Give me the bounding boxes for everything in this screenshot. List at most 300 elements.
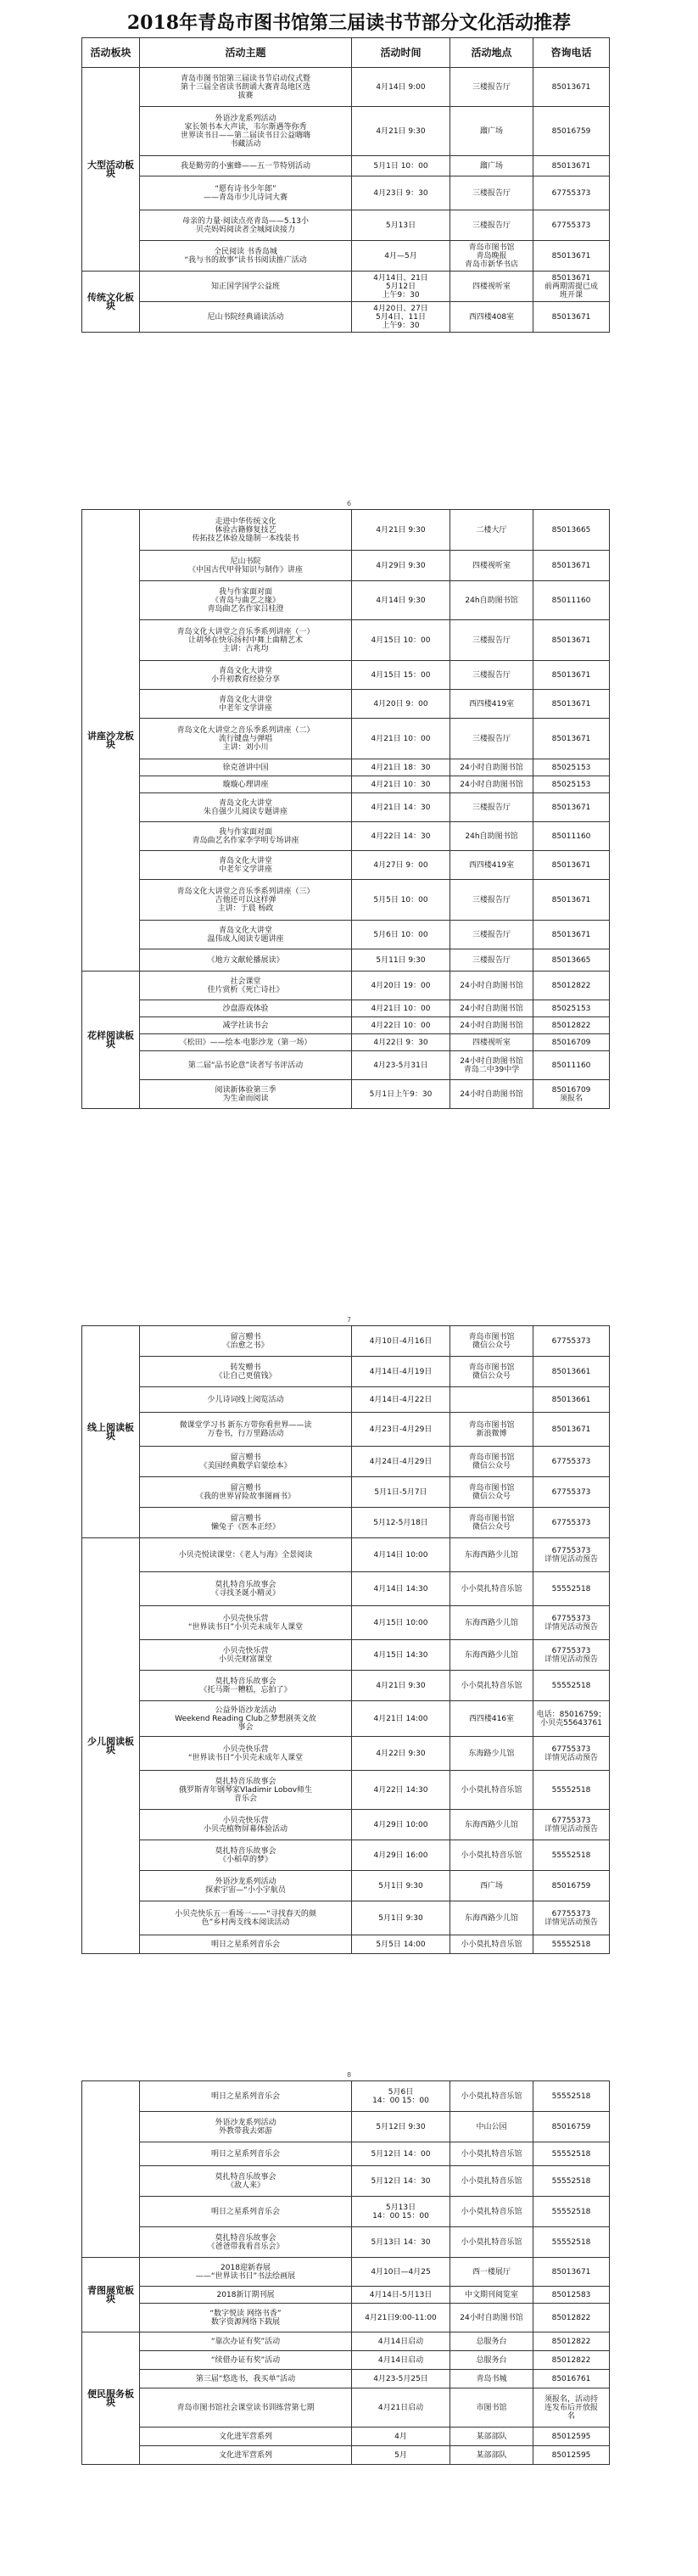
phone-cell: 67755373 详情见活动预告 (533, 1901, 610, 1935)
table-row (82, 1080, 610, 1109)
time-cell: 4月21日 9:30 (352, 510, 450, 551)
phone-cell: 85013671 (533, 620, 610, 661)
activity-table-part-3 (81, 1325, 610, 1954)
time-cell: 4月—5月 (352, 241, 450, 272)
place-cell: 四楼视听室 (450, 272, 533, 302)
place-cell: 24小时自助图书馆 (450, 759, 533, 776)
table-row (82, 2428, 610, 2446)
time-cell: 4月22日 9:30 (352, 1737, 450, 1771)
table-row (82, 1701, 610, 1737)
phone-cell: 55552518 (533, 1771, 610, 1810)
place-cell: 小小莫扎特音乐馆 (450, 1771, 533, 1810)
time-cell: 4月29日 10:00 (352, 1810, 450, 1840)
header-theme: 活动主题 (140, 38, 352, 68)
table-row (82, 2370, 610, 2388)
time-cell: 5月13日 14：00 15：00 (352, 2197, 450, 2227)
time-cell: 4月22日 14:30 (352, 1771, 450, 1810)
place-cell: 青岛市图书馆 新浪微博 (450, 1413, 533, 1447)
time-cell: 4月21日 10：30 (352, 776, 450, 793)
place-cell: 总服务台 (450, 2332, 533, 2351)
phone-cell: 85016709 (533, 1034, 610, 1051)
phone-cell: 85013665 (533, 949, 610, 972)
phone-cell: 67755373 (533, 1477, 610, 1508)
phone-cell: 85013671 前两期需提已成 班开课 (533, 272, 610, 302)
table-row (82, 2304, 610, 2332)
place-cell: 小小莫扎特音乐馆 (450, 2081, 533, 2112)
time-cell: 4月21日 14：30 (352, 793, 450, 822)
theme-cell: 微课堂学习书 新东方带你看世界——读 万卷书，行万里路活动 (140, 1413, 352, 1447)
category-cell: 便民服务板块 (82, 2332, 140, 2465)
time-cell: 4月21日启动 (352, 2388, 450, 2428)
time-cell: 5月6日 10：00 (352, 921, 450, 949)
time-cell: 4月22日 10：00 (352, 1017, 450, 1034)
place-cell: 东海路少儿馆 (450, 1737, 533, 1771)
table-row (82, 1447, 610, 1477)
table-row (82, 1771, 610, 1810)
table-row (82, 1572, 610, 1606)
activity-table-part-4 (81, 2080, 610, 2465)
theme-cell: 我是勤劳的小蜜蜂——五一节特别活动 (140, 156, 352, 176)
time-cell: 5月12日 9:30 (352, 2112, 450, 2142)
theme-cell: 青岛文化大讲堂 温伟成人阅读专题讲座 (140, 921, 352, 949)
table-row (82, 176, 610, 210)
theme-cell: 璇璇心理讲座 (140, 776, 352, 793)
phone-cell: 85025153 (533, 776, 610, 793)
place-cell: 小小莫扎特音乐馆 (450, 1671, 533, 1701)
theme-cell: 青岛市图书馆社会课堂读书训练营第七期 (140, 2388, 352, 2428)
theme-cell: 阅读新体验第三季 为生命而阅读 (140, 1080, 352, 1109)
theme-cell: 文化进军营系列 (140, 2428, 352, 2446)
place-cell: 青岛市图书馆 青岛晚报 青岛市新华书店 (450, 241, 533, 272)
phone-cell: 85011160 (533, 822, 610, 851)
activity-table-part-1 (81, 37, 610, 333)
place-cell: 青岛市图书馆 微信公众号 (450, 1508, 533, 1538)
phone-cell: 85013671 (533, 921, 610, 949)
time-cell: 4月23-5月31日 (352, 1051, 450, 1080)
table-row (82, 620, 610, 661)
time-cell: 4月22日 9：30 (352, 1034, 450, 1051)
theme-cell: 《地方文献轮播展读》 (140, 949, 352, 972)
table-row (82, 1357, 610, 1387)
category-cell: 花样阅读板块 (82, 972, 140, 1109)
time-cell: 5月13日 (352, 210, 450, 241)
theme-cell: 留言赠书 《治愈之书》 (140, 1326, 352, 1357)
time-cell: 5月11日 9:30 (352, 949, 450, 972)
place-cell: 二楼大厅 (450, 510, 533, 551)
table-row (82, 1477, 610, 1508)
place-cell: 东海西路少儿馆 (450, 1640, 533, 1671)
phone-cell: 85013671 (533, 1413, 610, 1447)
time-cell: 4月21日 10：00 (352, 719, 450, 759)
header-phone: 咨询电话 (533, 38, 610, 68)
phone-cell: 67755373 详情见活动预告 (533, 1606, 610, 1640)
table-row (82, 949, 610, 972)
place-cell: 三楼报告厅 (450, 68, 533, 107)
place-cell: 24小时自助图书馆 青岛二中39中学 (450, 1051, 533, 1080)
theme-cell: “数字悦读 网络书香” 数字资源网络下载展 (140, 2304, 352, 2332)
place-cell: 24h自助图书馆 (450, 822, 533, 851)
time-cell: 4月14日-4月22日 (352, 1387, 450, 1413)
theme-cell: 走进中华传统文化 体验古籍修复技艺 传拓技艺体验及缝制一本线装书 (140, 510, 352, 551)
place-cell: 青岛书城 (450, 2370, 533, 2388)
phone-cell: 85012595 (533, 2428, 610, 2446)
theme-cell: 莫扎特音乐故事会 《寻找圣诞小精灵》 (140, 1572, 352, 1606)
page-number: 7 (346, 1316, 352, 1324)
time-cell: 4月15日 10：00 (352, 620, 450, 661)
page-number: 8 (346, 2071, 352, 2079)
place-cell: 三楼报告厅 (450, 949, 533, 972)
place-cell: 青岛市图书馆 微信公众号 (450, 1326, 533, 1357)
place-cell: 小小莫扎特音乐馆 (450, 2227, 533, 2258)
place-cell: 小小莫扎特音乐馆 (450, 1572, 533, 1606)
theme-cell: 莫扎特音乐故事会 《小稻草的梦》 (140, 1840, 352, 1871)
phone-cell: 55552518 (533, 2081, 610, 2112)
time-cell: 4月14日 9:30 (352, 581, 450, 620)
place-cell: 24小时自助图书馆 (450, 1000, 533, 1017)
theme-cell: 知正国学国学公益班 (140, 272, 352, 302)
table-row (82, 690, 610, 719)
category-cell: 传统文化板块 (82, 272, 140, 333)
theme-cell: 青岛文化大讲堂之音乐季系列讲座（一） 让胡琴在快乐扬村中舞上曲精艺术 主讲：古兆均 (140, 620, 352, 661)
time-cell: 4月20日 19：00 (352, 972, 450, 1000)
table-row (82, 1901, 610, 1935)
table-row (82, 1671, 610, 1701)
table-row (82, 2351, 610, 2370)
time-cell: 4月29日 16:00 (352, 1840, 450, 1871)
phone-cell: 85016709 须报名 (533, 1080, 610, 1109)
table-row (82, 851, 610, 880)
theme-cell: 沙盘游戏体验 (140, 1000, 352, 1017)
header-time: 活动时间 (352, 38, 450, 68)
theme-cell: 母亲的力量·阅读点亮青岛——5.13小 贝壳妈妈阅读者全城阅读接力 (140, 210, 352, 241)
table-row (82, 581, 610, 620)
theme-cell: 青岛文化大讲堂之音乐季系列讲座（三） 吉他还可以这样弹 主讲：于晨 杨政 (140, 880, 352, 921)
place-cell: 三楼报告厅 (450, 620, 533, 661)
table-row (82, 2112, 610, 2142)
phone-cell: 85013671 (533, 68, 610, 107)
theme-cell: 2018迎新春展 ——“世界读书日”书法绘画展 (140, 2258, 352, 2287)
phone-cell: 55552518 (533, 2166, 610, 2197)
theme-cell: 少儿诗词线上阅览活动 (140, 1387, 352, 1413)
table-row (82, 776, 610, 793)
place-cell: 三楼报告厅 (450, 210, 533, 241)
theme-cell: 小贝壳快乐营 “世界读书日”小贝壳未成年人课堂 (140, 1737, 352, 1771)
place-cell: 蹓广场 (450, 107, 533, 156)
place-cell: 市图书馆 (450, 2388, 533, 2428)
theme-cell: 我与作家面对面 《青岛与曲艺之缘》 青岛曲艺名作家吕桂澄 (140, 581, 352, 620)
time-cell: 5月 (352, 2446, 450, 2465)
theme-cell: 小贝壳快乐营 小贝壳植物屏幕体验活动 (140, 1810, 352, 1840)
category-cell: 少儿阅读板块 (82, 1538, 140, 1954)
time-cell: 4月 (352, 2428, 450, 2446)
time-cell: 4月20日 9：00 (352, 690, 450, 719)
theme-cell: 留言赠书 《我的世界冒险故事图画书》 (140, 1477, 352, 1508)
time-cell: 4月21日 9:30 (352, 107, 450, 156)
table-row (82, 1413, 610, 1447)
theme-cell: 小贝壳快乐营 小贝壳财富课堂 (140, 1640, 352, 1671)
time-cell: 5月5日 10：00 (352, 880, 450, 921)
place-cell: 三楼报告厅 (450, 880, 533, 921)
place-cell: 三楼报告厅 (450, 921, 533, 949)
place-cell: 小小莫扎特音乐馆 (450, 2166, 533, 2197)
time-cell: 4月14日-5月13日 (352, 2287, 450, 2304)
table-row (82, 156, 610, 176)
table-row (82, 1538, 610, 1572)
place-cell: 小小莫扎特音乐馆 (450, 2197, 533, 2227)
phone-cell: 85012822 (533, 2332, 610, 2351)
phone-cell: 67755373 详情见活动预告 (533, 1640, 610, 1671)
place-cell: 某部部队 (450, 2428, 533, 2446)
time-cell: 5月13日 14：30 (352, 2227, 450, 2258)
time-cell: 4月29日 9:30 (352, 551, 450, 581)
category-cell-empty (82, 2081, 140, 2258)
place-cell: 24小时自助图书馆 (450, 972, 533, 1000)
theme-cell: 青岛文化大讲堂 中老年文学讲座 (140, 851, 352, 880)
phone-cell: 85013671 (533, 2258, 610, 2287)
phone-cell: 85013671 (533, 719, 610, 759)
header-place: 活动地点 (450, 38, 533, 68)
phone-cell: 85013665 (533, 510, 610, 551)
theme-cell: 第三届“悠选书，我买单”活动 (140, 2370, 352, 2388)
table-row (82, 2287, 610, 2304)
place-cell: 西广场 (450, 1871, 533, 1901)
header-category: 活动板块 (82, 38, 140, 68)
theme-cell: 莫扎特音乐故事会 《托马斯一糟糕，忘拍了》 (140, 1671, 352, 1701)
table-row (82, 972, 610, 1000)
table-row (82, 1640, 610, 1671)
place-cell: 东海西路少儿馆 (450, 1901, 533, 1935)
time-cell: 5月1日上午9：30 (352, 1080, 450, 1109)
table-row (82, 2197, 610, 2227)
phone-cell: 55552518 (533, 1671, 610, 1701)
time-cell: 5月12-5月18日 (352, 1508, 450, 1538)
phone-cell: 67755373 (533, 1447, 610, 1477)
table-header-row (82, 38, 610, 68)
table-row (82, 661, 610, 690)
table-row (82, 1000, 610, 1017)
place-cell: 西四楼419室 (450, 851, 533, 880)
place-cell: 24h自助图书馆 (450, 581, 533, 620)
theme-cell: 转发赠书 《让自己更值钱》 (140, 1357, 352, 1387)
time-cell: 5月1日 9:30 (352, 1871, 450, 1901)
place-cell: 24小时自助图书馆 (450, 776, 533, 793)
theme-cell: 明日之星系列音乐会 (140, 1935, 352, 1954)
place-cell: 三楼报告厅 (450, 793, 533, 822)
place-cell: 中文期刊阅览室 (450, 2287, 533, 2304)
time-cell: 4月14日、21日 5月12日 上午9：30 (352, 272, 450, 302)
phone-cell: 85012595 (533, 2446, 610, 2465)
phone-cell: 85016759 (533, 107, 610, 156)
theme-cell: 公益外语沙龙活动 Weekend Reading Club之梦想剧英文故 事会 (140, 1701, 352, 1737)
phone-cell: 85013671 (533, 793, 610, 822)
time-cell: 4月15日 15：00 (352, 661, 450, 690)
table-row (82, 2166, 610, 2197)
phone-cell: 85012822 (533, 972, 610, 1000)
theme-cell: 留言赠书 懒兔子《医本正经》 (140, 1508, 352, 1538)
place-cell: 小小莫扎特音乐馆 (450, 1935, 533, 1954)
place-cell: 24小时自助图书馆 (450, 1080, 533, 1109)
place-cell: 西四楼408室 (450, 302, 533, 333)
theme-cell: 青岛文化大讲堂 小升初教育经验分享 (140, 661, 352, 690)
time-cell: 5月12日 14：00 (352, 2142, 450, 2166)
theme-cell: 青岛文化大讲堂 朱自强少儿阅读专题讲座 (140, 793, 352, 822)
phone-cell: 67755373 详情见活动预告 (533, 1538, 610, 1572)
time-cell: 4月14日 14:30 (352, 1572, 450, 1606)
phone-cell: 电话：85016759； 小贝壳55643761 (533, 1701, 610, 1737)
page-title: 2018年青岛市图书馆第三届读书节部分文化活动推荐 (126, 12, 572, 34)
place-cell: 青岛市图书馆 微信公众号 (450, 1357, 533, 1387)
theme-cell: 徐克爸讲中国 (140, 759, 352, 776)
time-cell: 4月14日-4月19日 (352, 1357, 450, 1387)
place-cell: 小小莫扎特音乐馆 (450, 1840, 533, 1871)
phone-cell: 85016761 (533, 2370, 610, 2388)
theme-cell: 青岛文化大讲堂之音乐季系列讲座（二） 流行键盘与弹唱 主讲：刘小川 (140, 719, 352, 759)
phone-cell: 67755373 (533, 1508, 610, 1538)
phone-cell: 67755373 详情见活动预告 (533, 1810, 610, 1840)
time-cell: 5月1日 9:30 (352, 1901, 450, 1935)
theme-cell: 尼山书院经典诵读活动 (140, 302, 352, 333)
place-cell: 东海西路少儿馆 (450, 1810, 533, 1840)
table-row (82, 719, 610, 759)
place-cell: 四楼视听室 (450, 551, 533, 581)
theme-cell: 文化进军营系列 (140, 2446, 352, 2465)
time-cell: 4月14日 10:00 (352, 1538, 450, 1572)
theme-cell: 莫扎特音乐故事会 俄罗斯青年钢琴家Vladimir Lobov师生 音乐会 (140, 1771, 352, 1810)
time-cell: 4月21日 14:00 (352, 1701, 450, 1737)
theme-cell: 外语沙龙系列活动 外教带我去郊游 (140, 2112, 352, 2142)
theme-cell: 明日之星系列音乐会 (140, 2197, 352, 2227)
time-cell: 4月15日 14:30 (352, 1640, 450, 1671)
place-cell: 东海西路少儿馆 (450, 1606, 533, 1640)
phone-cell: 85012822 (533, 1017, 610, 1034)
table-row (82, 1737, 610, 1771)
table-row (82, 1935, 610, 1954)
table-row (82, 210, 610, 241)
time-cell: 5月12日 14：30 (352, 2166, 450, 2197)
theme-cell: 小贝壳悦读课堂：《老人与海》全景阅读 (140, 1538, 352, 1572)
category-cell: 讲座沙龙板块 (82, 510, 140, 972)
table-row (82, 302, 610, 333)
theme-cell: 全民阅读 书香岛城 “我与书的故事”读书书阅读推广活动 (140, 241, 352, 272)
place-cell: 东海西路少儿馆 (450, 1538, 533, 1572)
table-row (82, 2446, 610, 2465)
place-cell: 中山公园 (450, 2112, 533, 2142)
place-cell: 小小莫扎特音乐馆 (450, 2142, 533, 2166)
page-number: 6 (346, 500, 352, 507)
table-row (82, 1508, 610, 1538)
table-row (82, 2388, 610, 2428)
table-row (82, 822, 610, 851)
phone-cell: 55552518 (533, 2142, 610, 2166)
table-row (82, 1051, 610, 1080)
time-cell: 4月14日启动 (352, 2332, 450, 2351)
table-row (82, 793, 610, 822)
table-row (82, 1034, 610, 1051)
table-row (82, 1810, 610, 1840)
place-cell: 某部部队 (450, 2446, 533, 2465)
theme-cell: 小贝壳快乐五一看场一——“寻找春天的颜 色”乡村两支线本阅读活动 (140, 1901, 352, 1935)
place-cell: 总服务台 (450, 2351, 533, 2370)
category-cell: 大型活动板块 (82, 68, 140, 272)
time-cell: 5月6日 14：00 15：00 (352, 2081, 450, 2112)
theme-cell: 莫扎特音乐故事会 《爸爸带我看音乐会》 (140, 2227, 352, 2258)
theme-cell: 减学社读书会 (140, 1017, 352, 1034)
table-row (82, 1840, 610, 1871)
place-cell: 西四楼419室 (450, 690, 533, 719)
phone-cell: 85012822 (533, 2351, 610, 2370)
time-cell: 4月14日启动 (352, 2351, 450, 2370)
time-cell: 4月21日 18：30 (352, 759, 450, 776)
time-cell: 4月20日、27日 5月4日、11日 上午9：30 (352, 302, 450, 333)
phone-cell: 85013671 (533, 302, 610, 333)
category-cell: 线上阅读板块 (82, 1326, 140, 1538)
theme-cell: “靠次办证有奖”活动 (140, 2332, 352, 2351)
phone-cell: 85016759 (533, 2112, 610, 2142)
table-row (82, 68, 610, 107)
theme-cell: “愿有诗书少年郎” ——青岛市少儿诗词大赛 (140, 176, 352, 210)
place-cell: 西一楼展厅 (450, 2258, 533, 2287)
time-cell: 4月23日-4月29日 (352, 1413, 450, 1447)
time-cell: 4月21日 9:30 (352, 1671, 450, 1701)
theme-cell: 外语沙龙系列活动 家长领书本大声读，韦尔斯遇等你秀 世界读书日——第二届读书日公益嗨嗨 书藏活动 (140, 107, 352, 156)
place-cell: 青岛市图书馆 微信公众号 (450, 1447, 533, 1477)
theme-cell: 留言赠书 《美国经典数学启蒙绘本》 (140, 1447, 352, 1477)
table-row (82, 1606, 610, 1640)
phone-cell: 85016759 (533, 1871, 610, 1901)
phone-cell: 67755373 (533, 1326, 610, 1357)
phone-cell: 85013671 (533, 551, 610, 581)
theme-cell: 2018新订期刊展 (140, 2287, 352, 2304)
phone-cell: 85013671 (533, 880, 610, 921)
place-cell: 四楼视听室 (450, 1034, 533, 1051)
phone-cell: 67755373 (533, 210, 610, 241)
place-cell: 三楼报告厅 (450, 176, 533, 210)
table-row (82, 1387, 610, 1413)
phone-cell: 55552518 (533, 2227, 610, 2258)
theme-cell: 《松田》——绘本·电影沙龙（第一场） (140, 1034, 352, 1051)
table-row (82, 880, 610, 921)
phone-cell: 85013671 (533, 690, 610, 719)
time-cell: 4月23日 9：30 (352, 176, 450, 210)
table-row (82, 1326, 610, 1357)
phone-cell: 85013661 (533, 1387, 610, 1413)
theme-cell: 明日之星系列音乐会 (140, 2142, 352, 2166)
theme-cell: 青岛市图书馆第三届读书节启动仪式暨 第十三届全省读书朗诵大赛青岛地区选 拔赛 (140, 68, 352, 107)
time-cell: 4月10日-4月16日 (352, 1326, 450, 1357)
phone-cell: 55552518 (533, 1840, 610, 1871)
time-cell: 4月14日 9:00 (352, 68, 450, 107)
table-row (82, 2142, 610, 2166)
theme-cell: 尼山书院 《中国古代甲骨知识与制作》讲座 (140, 551, 352, 581)
place-cell: 青岛市图书馆 微信公众号 (450, 1477, 533, 1508)
place-cell: 24小时自助图书馆 (450, 1017, 533, 1034)
phone-cell: 须报名，活动持 连发布后开放报 名 (533, 2388, 610, 2428)
phone-cell: 85025153 (533, 759, 610, 776)
time-cell: 4月21日9:00-11:00 (352, 2304, 450, 2332)
time-cell: 4月21日 10：00 (352, 1000, 450, 1017)
time-cell: 5月5日 14:00 (352, 1935, 450, 1954)
theme-cell: 我与作家面对面 青岛曲艺名作家李学明专场讲座 (140, 822, 352, 851)
time-cell: 4月10日—4月25 (352, 2258, 450, 2287)
phone-cell: 55552518 (533, 1935, 610, 1954)
time-cell: 4月15日 10:00 (352, 1606, 450, 1640)
time-cell: 4月22日 14：30 (352, 822, 450, 851)
phone-cell: 85013671 (533, 241, 610, 272)
phone-cell: 85013671 (533, 156, 610, 176)
table-row (82, 272, 610, 302)
place-cell: 三楼报告厅 (450, 661, 533, 690)
table-row (82, 107, 610, 156)
